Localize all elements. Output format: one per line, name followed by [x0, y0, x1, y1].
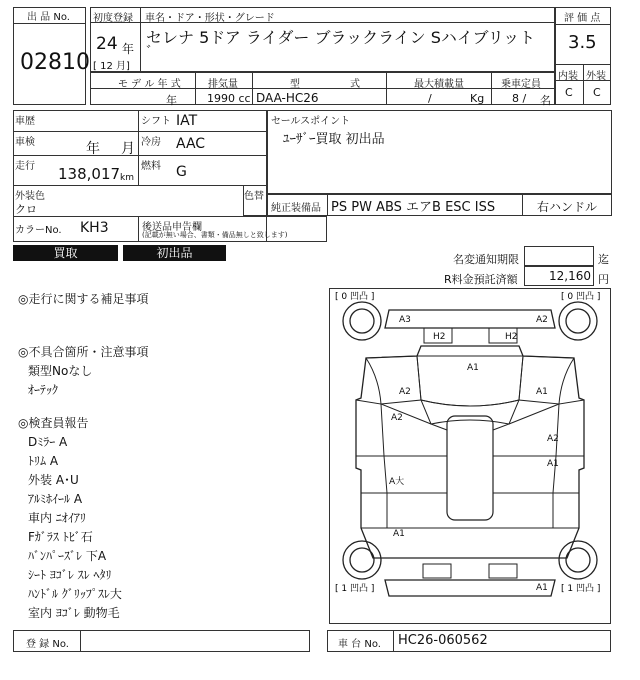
inspector-item: ｱﾙﾐﾎｲｰﾙ A [28, 492, 83, 506]
recycle-unit: 円 [598, 273, 609, 286]
max-load-unit: Kg [470, 92, 485, 105]
color-no-label: カラーNo. [15, 225, 62, 236]
mark-a1-hood: A1 [467, 363, 479, 373]
score-value: 3.5 [568, 32, 597, 53]
year-unit: 年 [122, 42, 135, 56]
max-load-slash: / [428, 92, 432, 105]
exterior-label: 外装 [586, 71, 606, 82]
inspection-year: 年 [86, 141, 100, 157]
score-label: 評 価 点 [564, 13, 601, 24]
rear-bumper [385, 580, 555, 596]
exterior-grade: C [593, 86, 601, 99]
tag-purchase: 買取 [13, 245, 118, 261]
defect-item: 類型Noなし [28, 364, 93, 378]
shift-value: IAT [176, 113, 198, 129]
chassis-label: 車 台 No. [338, 639, 381, 650]
mark-a2-left-door: A2 [391, 413, 403, 423]
registration-label: 登 録 No. [26, 639, 69, 650]
aftermarket-label: 後送品申告欄 [142, 222, 202, 233]
roof [447, 416, 493, 520]
type-label-2: 式 [350, 79, 360, 90]
model-year-unit: 年 [166, 94, 177, 107]
mark-a1-right-door: A1 [547, 459, 559, 469]
sales-point-value: ﾕｰｻﾞｰ買取 初出品 [283, 132, 385, 147]
inspector-item: 車内 ﾆｵｲｱﾘ [28, 511, 86, 525]
steering-value: 右ハンドル [537, 200, 598, 214]
inspector-title: ◎検査員報告 [18, 416, 89, 430]
inspector-item: ﾄﾘﾑ A [28, 454, 59, 468]
car-condition-diagram [329, 288, 611, 624]
max-load-label: 最大積載量 [414, 79, 464, 90]
recycle-label: R料金預託済額 [444, 273, 518, 286]
car-name: セレナ 5ドア ライダー ブラックライン Sハイブリット [146, 28, 536, 47]
fuel-label: 燃料 [141, 161, 161, 172]
shift-label: シフト [141, 116, 171, 127]
exterior-color-label: 外装色 [15, 191, 45, 202]
tag-top-right: [ 0 凹凸 ] [561, 292, 601, 302]
inspector-item: Dﾐﾗｰ A [28, 435, 68, 449]
wheel-front-right [559, 302, 597, 340]
deadline-unit: 迄 [598, 253, 609, 266]
car-name-continued: ゛ [146, 45, 160, 61]
ac-value: AAC [176, 136, 206, 152]
sales-point-label: セールスポイント [271, 116, 351, 127]
history-label: 車歴 [15, 116, 35, 127]
aftermarket-note: (記載が無い場合、書類・備品無しと致します) [142, 231, 288, 239]
wheel-front-left [343, 302, 381, 340]
tag-bottom-left: [ 1 凹凸 ] [335, 584, 375, 594]
tag-top-left: [ 0 凹凸 ] [335, 292, 375, 302]
interior-label: 内装 [558, 71, 578, 82]
color-no-value: KH3 [80, 220, 109, 236]
inspector-item: 外装 A･U [28, 473, 79, 487]
mark-a1-right-fender: A1 [536, 387, 548, 397]
color-change-label: 色替 [244, 191, 264, 202]
lot-label: 出 品 No. [27, 12, 70, 23]
inspector-item: ﾊﾝﾄﾞﾙ ｸﾞﾘｯﾌﾟｽﾚ大 [28, 587, 122, 601]
deadline-box [524, 246, 594, 266]
wheel-rear-left [343, 541, 381, 579]
mark-h2-right: H2 [505, 332, 518, 342]
fuel-value: G [176, 164, 187, 180]
inspection-label: 車検 [15, 137, 35, 148]
car-body [356, 346, 584, 558]
mark-a-large: A大 [389, 477, 405, 487]
car-name-label: 車名・ドア・形状・グレード [145, 13, 275, 24]
model-code: DAA-HC26 [256, 91, 319, 105]
first-reg-label: 初度登録 [93, 13, 133, 24]
first-reg-year: 24 [96, 34, 118, 54]
defect-item: ｵｰﾃｯｸ [28, 383, 59, 397]
capacity-label: 乗車定員 [501, 79, 541, 90]
inspector-item: Fｶﾞﾗｽ ﾄﾋﾞ石 [28, 530, 93, 544]
inspector-item: 室内 ﾖｺﾞﾚ 動物毛 [28, 606, 120, 620]
lot-number: 02810 [20, 50, 90, 75]
exterior-color-value: クロ [15, 203, 37, 216]
ac-label: 冷房 [141, 137, 161, 148]
interior-grade: C [565, 86, 573, 99]
wheel-rear-right [559, 541, 597, 579]
mark-a1-rear-bumper: A1 [536, 583, 548, 593]
displacement-value: 1990 cc [207, 92, 251, 105]
inspector-item: ﾊﾞﾝﾊﾟｰｽﾞﾚ 下A [28, 549, 107, 563]
mileage-label: 走行 [15, 161, 35, 172]
mark-a2-front-bumper: A2 [536, 315, 548, 325]
windshield [421, 400, 519, 424]
capacity-value: 8 / [512, 92, 527, 105]
mark-a2-left-fender: A2 [399, 387, 411, 397]
chassis-number: HC26-060562 [398, 633, 488, 648]
tag-first-listing: 初出品 [123, 245, 226, 261]
inspection-month: 月 [121, 141, 135, 157]
mileage-unit: km [120, 173, 134, 183]
first-reg-month: [ 12 月] [93, 61, 130, 72]
mark-a3: A3 [399, 315, 411, 325]
mark-h2-left: H2 [433, 332, 446, 342]
tag-bottom-right: [ 1 凹凸 ] [561, 584, 601, 594]
defects-title: ◎不具合箇所・注意事項 [18, 345, 149, 359]
equipment-value: PS PW ABS エアB ESC ISS [331, 200, 496, 215]
capacity-unit: 名 [540, 94, 551, 107]
displacement-label: 排気量 [208, 79, 238, 90]
driving-notes-title: ◎走行に関する補足事項 [18, 292, 149, 306]
model-year-label: モ デ ル 年 式 [118, 79, 181, 90]
notes-section [18, 290, 318, 623]
type-label: 型 [290, 79, 300, 90]
mark-a1-left-rear: A1 [393, 529, 405, 539]
recycle-amount: 12,160 [549, 269, 591, 283]
inspector-item: ｼｰﾄ ﾖｺﾞﾚ ｽﾚ ﾍﾀﾘ [28, 568, 112, 582]
mark-a2-right-door: A2 [547, 434, 559, 444]
deadline-label: 名変通知期限 [453, 253, 519, 266]
mileage-value: 138,017 [58, 165, 121, 183]
equipment-label: 純正装備品 [271, 203, 321, 214]
